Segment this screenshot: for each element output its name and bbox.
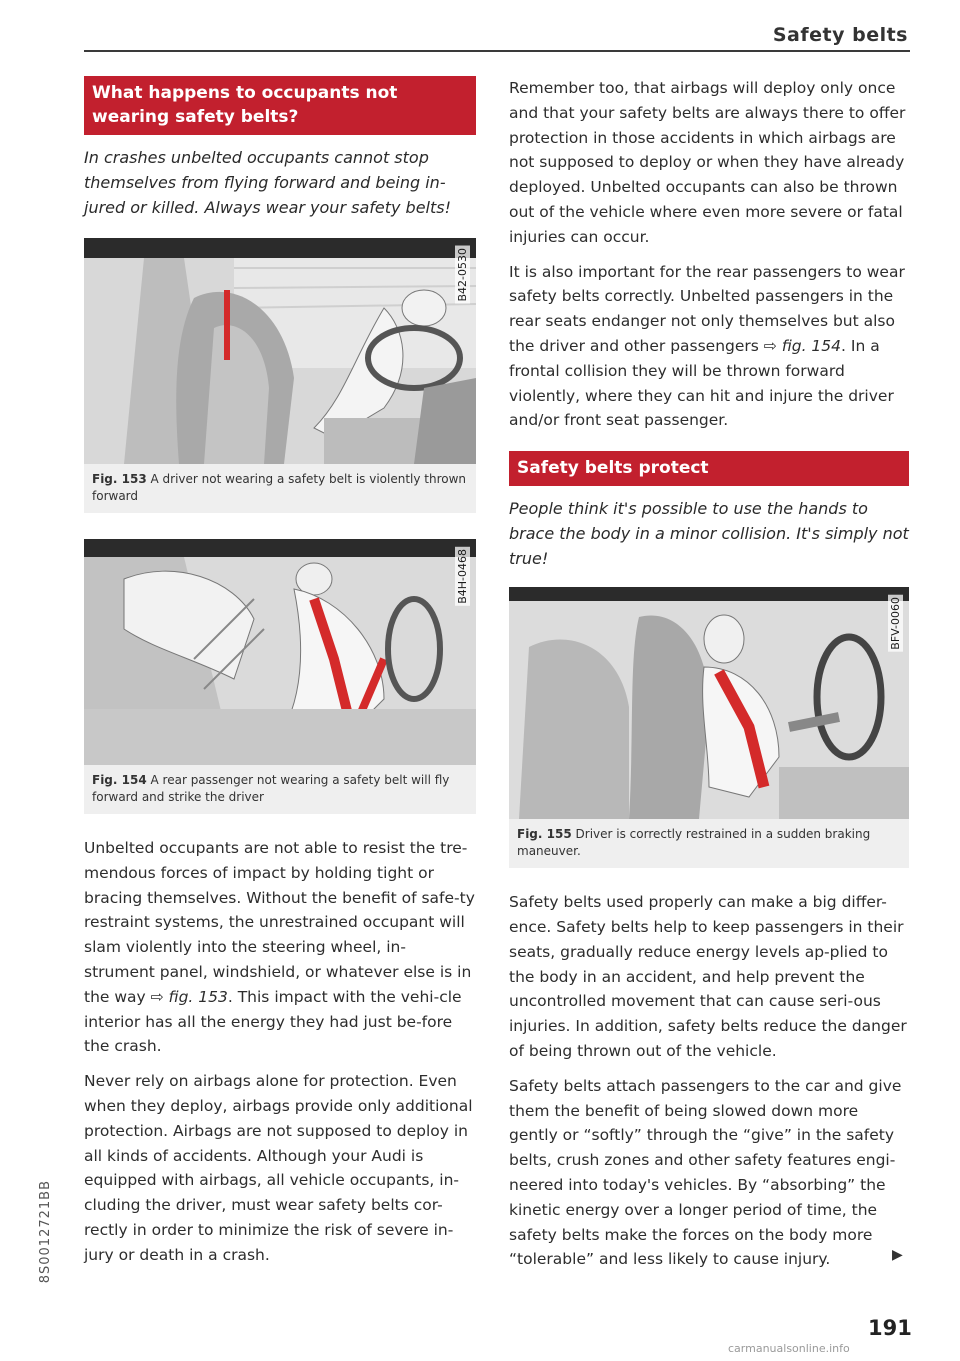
- figure-153-caption: [84, 464, 476, 513]
- rear-passenger-strikes-driver-illustration: [84, 539, 476, 765]
- paragraph-unbelted-forces-text-b: . This impact with the vehi-cle interior has all the energy they had just be-fore the crash.: [84, 987, 462, 1056]
- figure-154: [84, 539, 476, 814]
- paragraph-rear-passengers-text-b: . In a frontal collision they will be thrown forward violently, where they can hit and injure the driver and/or front seat passenger.: [509, 336, 894, 430]
- figure-154-reference-link[interactable]: ⇨ fig. 154: [763, 336, 842, 355]
- section-heading-unbelted: What happens to occupants not wearing safety belts?: [84, 76, 476, 135]
- right-column: [509, 76, 909, 1282]
- paragraph-airbags-alone: Never rely on airbags alone for protection. Even when they deploy, airbags provide only additional protection. Airbags are not supposed to deploy in all kinds of accidents. Although your Audi is equipped with airbags, all vehicle occupants, in-cluding the driver, must wear safety belts cor-rectly in order to minimize the risk of severe in-jury or death in a crash.: [84, 1072, 473, 1264]
- figure-153-code: B42-0530: [456, 248, 469, 302]
- page-number: 191: [868, 1316, 912, 1340]
- figure-155: [509, 587, 909, 868]
- driver-thrown-forward-illustration: [84, 238, 476, 464]
- figure-155-label: Fig. 155: [517, 827, 572, 842]
- page-header-title: Safety belts: [772, 24, 908, 46]
- figure-153: [84, 238, 476, 513]
- document-code: 8S0012721BB: [38, 1180, 53, 1284]
- driver-correctly-restrained-illustration: [509, 587, 909, 819]
- continue-arrow-icon: ▶: [892, 1247, 903, 1263]
- left-column: [84, 76, 476, 1278]
- figure-155-illustration: [509, 587, 909, 819]
- figure-153-caption-text: A driver not wearing a safety belt is violently thrown forward: [92, 472, 467, 503]
- section-heading-belts-protect: Safety belts protect: [509, 451, 909, 486]
- watermark: carmanualsonline.info: [728, 1342, 850, 1355]
- intro-unbelted: In crashes unbelted occupants cannot stop themselves from flying forward and being in-jured or killed. Always wear your safety belts!: [84, 148, 452, 217]
- figure-154-label: Fig. 154: [92, 773, 147, 787]
- figure-153-label: Fig. 153: [92, 472, 147, 486]
- figure-155-caption-text: Driver is correctly restrained in a sudden braking maneuver.: [517, 827, 871, 859]
- figure-154-caption-text: A rear passenger not wearing a safety belt will fly forward and strike the driver: [92, 773, 450, 804]
- paragraph-belts-attach: Safety belts attach passengers to the car and give them the benefit of being slowed down more gently or “softly” through the “give” in the safety belts, crush zones and other safety features engi-neered into today's vehicles. By “absorbing” the kinetic energy over a longer period of time, the safety belts make the forces on the body more “tolerable” and less likely to cause injury.: [509, 1076, 902, 1269]
- figure-154-illustration: [84, 539, 476, 765]
- figure-155-code: BFV-0060: [889, 597, 902, 650]
- paragraph-unbelted-forces: [84, 836, 476, 1059]
- paragraph-airbags-deploy-once: Remember too, that airbags will deploy only once and that your safety belts are always there to offer protection in those accidents in which airbags are not supposed to deploy or when they have already deployed. Unbelted occupants can also be thrown out of the vehicle where even more severe or fatal injuries can occur.: [509, 79, 906, 246]
- figure-153-reference-link[interactable]: ⇨ fig. 153: [150, 987, 228, 1006]
- figure-153-illustration: [84, 238, 476, 464]
- paragraph-belts-difference: Safety belts used properly can make a big differ-ence. Safety belts help to keep passengers in their seats, gradually reduce energy levels ap-plied to the body in an accident, and help prevent the uncontrolled movement that can cause seri-ous injuries. In addition, safety belts reduce the danger of being thrown out of the vehicle.: [509, 893, 907, 1060]
- paragraph-rear-passengers-text-a: It is also important for the rear passengers to wear safety belts correctly. Unbelted passengers in the rear seats endanger not only themselves but also the driver and other passengers: [509, 262, 905, 355]
- paragraph-unbelted-forces-text-a: Unbelted occupants are not able to resist the tre-mendous forces of impact by holding tight or bracing themselves. Without the benefit of safe-ty restraint systems, the unrestrained occupant will slam violently into the steering wheel, in-strument panel, windshield, or whatever else is in the way: [84, 839, 475, 1006]
- paragraph-rear-passengers: [509, 260, 909, 434]
- figure-154-code: B4H-0468: [456, 549, 469, 604]
- figure-155-caption: [509, 819, 909, 868]
- figure-154-caption: [84, 765, 476, 814]
- intro-belts-protect: People think it's possible to use the hands to brace the body in a minor collision. It's simply not true!: [509, 499, 909, 569]
- header-rule: [84, 50, 910, 52]
